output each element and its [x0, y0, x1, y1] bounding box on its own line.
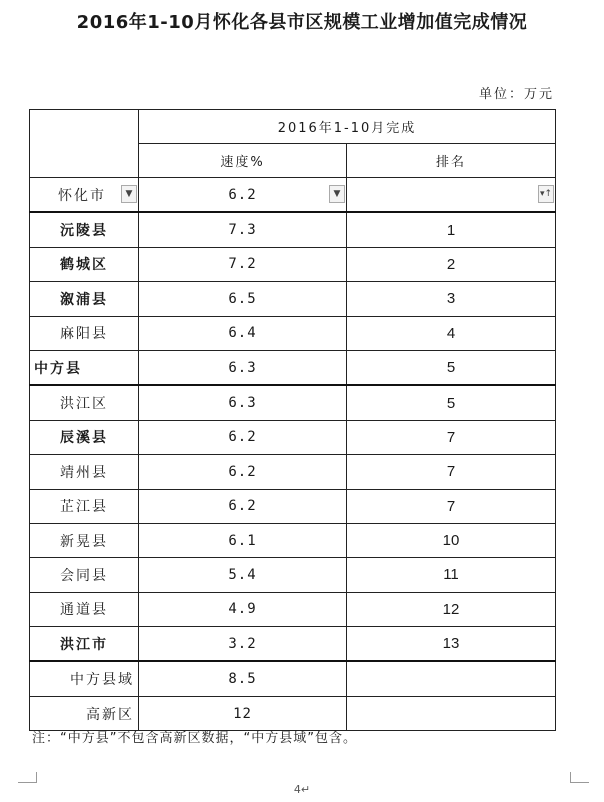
margin-mark-right: [570, 772, 589, 783]
filter-name: 怀化市: [58, 187, 106, 204]
speed-value: 8.5: [139, 661, 347, 696]
county-name: 麻阳县: [30, 316, 139, 350]
speed-value: 6.2: [139, 489, 347, 523]
rank-value: 4: [347, 316, 556, 350]
county-name: 洪江区: [30, 385, 139, 420]
table-row: [30, 247, 556, 281]
county-name: 芷江县: [30, 489, 139, 523]
header-row-group: [30, 110, 556, 144]
speed-value: 6.2: [139, 420, 347, 454]
county-name: 沅陵县: [30, 212, 139, 247]
speed-value: 5.4: [139, 558, 347, 592]
filter-speed-cell[interactable]: [139, 178, 347, 213]
county-name: 鹤城区: [30, 247, 139, 281]
speed-value: 7.2: [139, 247, 347, 281]
speed-value: 6.5: [139, 282, 347, 316]
table-row: [30, 282, 556, 316]
speed-value: 6.3: [139, 350, 347, 385]
filter-row: [30, 178, 556, 213]
county-name: 会同县: [30, 558, 139, 592]
industry-table: [29, 109, 556, 731]
header-speed: 速度%: [139, 144, 347, 178]
table-row: [30, 316, 556, 350]
rank-value: 7: [347, 420, 556, 454]
speed-value: 6.1: [139, 523, 347, 557]
county-name: 新晃县: [30, 523, 139, 557]
county-name: 靖州县: [30, 455, 139, 489]
table-row: [30, 523, 556, 557]
speed-value: 4.9: [139, 592, 347, 626]
sort-icon[interactable]: ▾↑: [538, 185, 554, 203]
county-name: 辰溪县: [30, 420, 139, 454]
rank-value: 11: [347, 558, 556, 592]
table-row: [30, 212, 556, 247]
table-row: [30, 661, 556, 696]
header-group-label: 2016年1-10月完成: [139, 110, 556, 144]
rank-value: 10: [347, 523, 556, 557]
filter-name-cell[interactable]: [30, 178, 139, 213]
table-row: [30, 558, 556, 592]
table-row: [30, 627, 556, 662]
table-row: [30, 385, 556, 420]
county-name: 溆浦县: [30, 282, 139, 316]
table-row: [30, 592, 556, 626]
speed-dropdown-icon[interactable]: ▼: [329, 185, 345, 203]
rank-value: [347, 661, 556, 696]
rank-value: 12: [347, 592, 556, 626]
speed-value: 6.3: [139, 385, 347, 420]
rank-value: 1: [347, 212, 556, 247]
county-name: 中方县域: [30, 661, 139, 696]
header-rank: 排名: [347, 144, 556, 178]
speed-value: 3.2: [139, 627, 347, 662]
header-corner-cell: [30, 110, 139, 178]
table-row: [30, 455, 556, 489]
speed-value: 12: [139, 696, 347, 730]
page-number: 4↵: [293, 783, 311, 796]
filter-speed: 6.2: [228, 186, 257, 203]
table-row: [30, 350, 556, 385]
filter-dropdown-icon[interactable]: ▼: [121, 185, 137, 203]
rank-value: 3: [347, 282, 556, 316]
rank-value: 5: [347, 385, 556, 420]
speed-value: 6.4: [139, 316, 347, 350]
table-row: [30, 696, 556, 730]
rank-value: 5: [347, 350, 556, 385]
rank-value: 2: [347, 247, 556, 281]
filter-rank-cell[interactable]: [347, 178, 556, 213]
page-title: 2016年1-10月怀化各县市区规模工业增加值完成情况: [76, 12, 528, 33]
table-row: [30, 489, 556, 523]
county-name: 洪江市: [30, 627, 139, 662]
rank-value: 7: [347, 489, 556, 523]
margin-mark-left: [18, 772, 37, 783]
speed-value: 6.2: [139, 455, 347, 489]
county-name: 高新区: [30, 696, 139, 730]
rank-value: 7: [347, 455, 556, 489]
rank-value: 13: [347, 627, 556, 662]
unit-label: 单位：万元: [478, 87, 554, 102]
speed-value: 7.3: [139, 212, 347, 247]
footnote: 注：“中方县”不包含高新区数据，“中方县域”包含。: [32, 731, 357, 746]
county-name: 通道县: [30, 592, 139, 626]
rank-value: [347, 696, 556, 730]
table-row: [30, 420, 556, 454]
county-name: 中方县: [30, 350, 139, 385]
